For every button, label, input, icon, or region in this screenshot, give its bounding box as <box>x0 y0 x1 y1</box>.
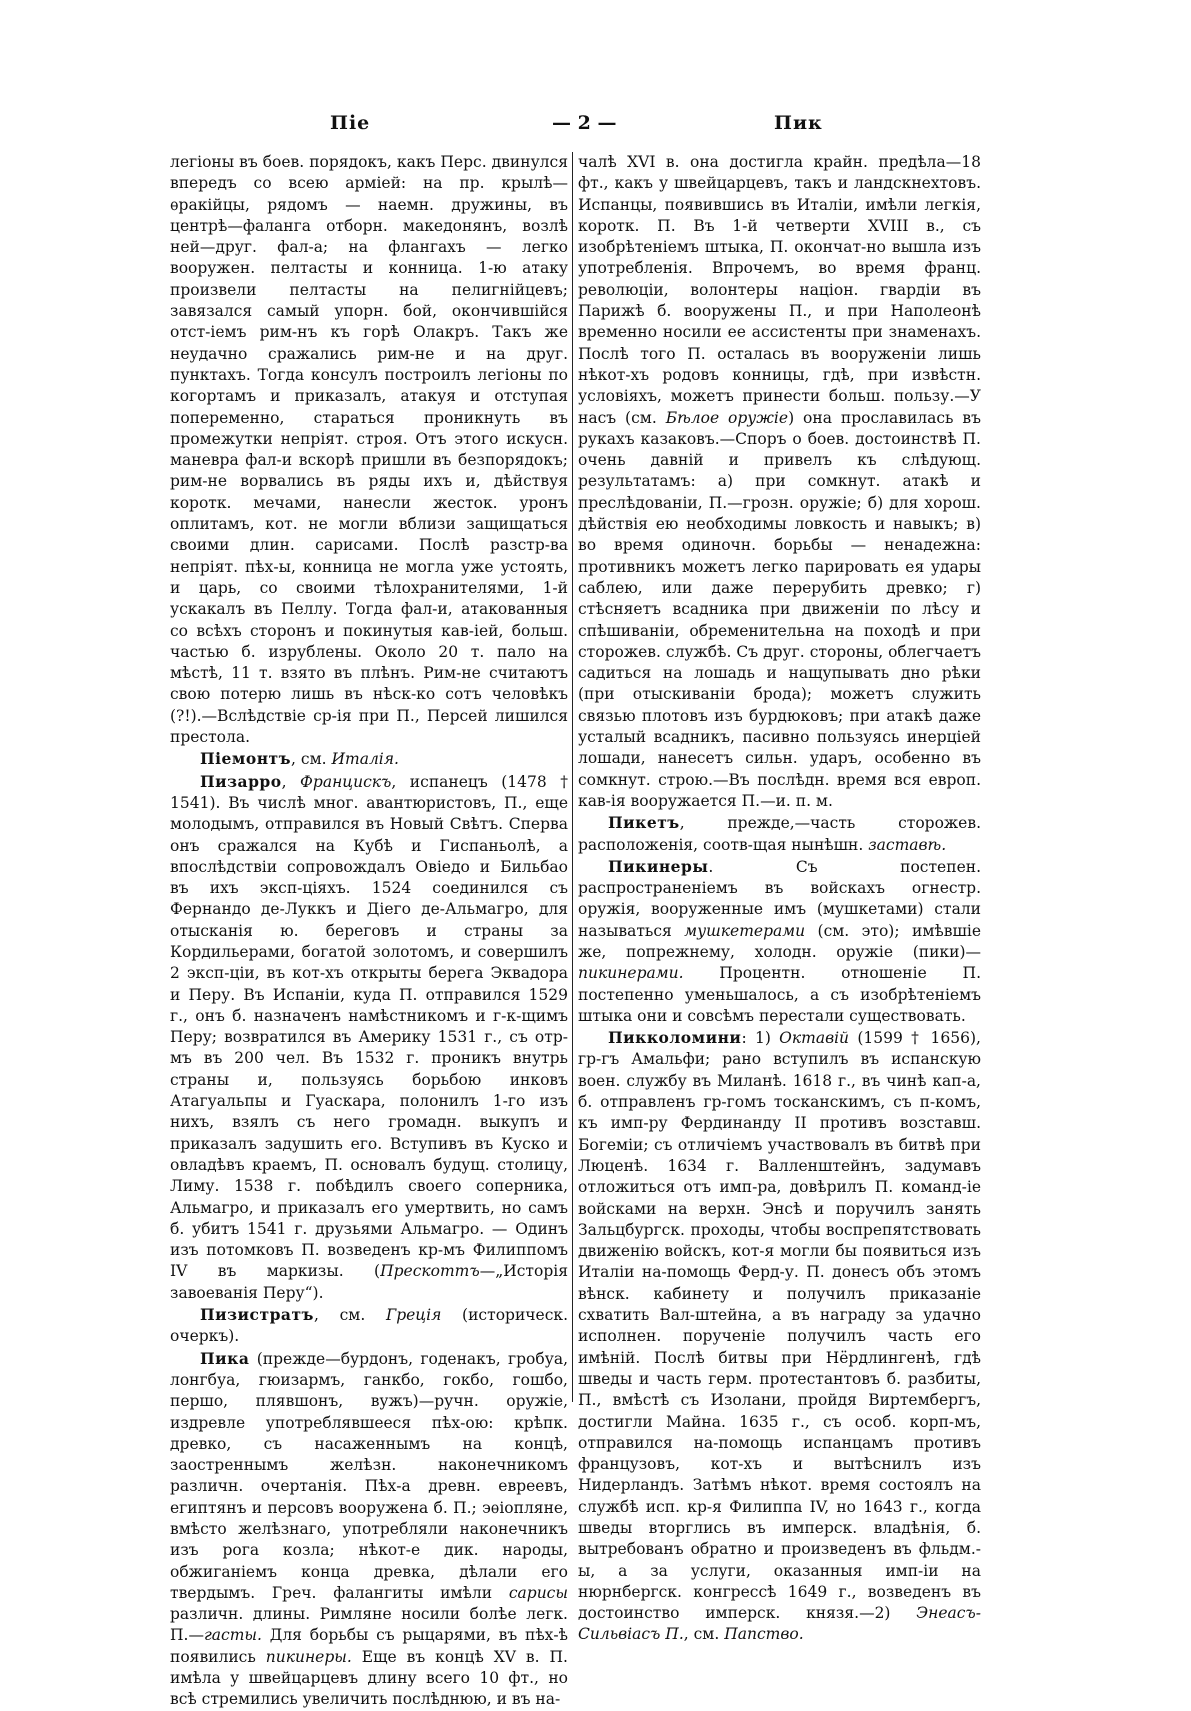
text: (историческ. очеркъ). <box>170 1306 568 1346</box>
text: различн. длины. Римляне носили болѣе легк. П.— <box>170 1605 568 1645</box>
text: ) она прославилась въ рукахъ казаковъ.—Споръ о боев. достоинствѣ П. очень давній и привелъ къ слѣдующ. результатамъ: а) при сомкнут. атакѣ и преслѣдованіи, П.—грозн. оружіе; б) для хорош. дѣйствія ею необходимы ловкость и навыкъ; в) во время одиночн. борьбы — ненадежна: противникъ можетъ легко парировать ея удары саблею, или даже перерубить древко; г) стѣсняетъ всадника при движеніи по лѣсу и спѣшиваніи, обременительна на походѣ и при сторожев. службѣ. Съ друг. стороны, облегчаетъ садиться на лошадь и нащупывать дно рѣки (при отыскиваніи брода); можетъ служить связью плотовъ изъ бурдюковъ; при атакѣ даже усталый всадникъ, пасивно пользуясь инерціей лошади, нанесетъ сильн. ударъ, особенно въ сомкнут. строю.—Въ послѣдн. время вся европ. кав-ія вооружается П.—и. п. м. <box>578 408 981 810</box>
text: Еще въ концѣ XV в. П. имѣла у швейцарцевъ длину всего 10 фт., но всѣ стремились увеличить послѣднюю, и въ на- <box>170 1647 568 1709</box>
cross-reference: Бѣлое оружіе <box>665 408 789 427</box>
cross-reference: Италія. <box>331 750 399 769</box>
header-right-catchword: Пик <box>774 112 823 134</box>
entry-piccolomini <box>578 1027 981 1646</box>
paragraph: легіоны въ боев. порядокъ, какъ Перс. двинулся впередъ со всею арміей: на пр. крылѣ—ѳракійцы, рядомъ — наемн. дружины, въ центрѣ—фаланга отборн. македонянъ, возлѣ ней—друг. фал-а; на флангахъ — легко вооружен. пелтасты и конница. 1-ю атаку произвели пелтасты на пелигнійцевъ; завязался самый упорн. бой, окончившійся отст-іемъ рим-нъ къ горѣ Олакръ. Такъ же неудачно сражались рим-не и на друг. пунктахъ. Тогда консулъ построилъ легіоны по когортамъ и приказалъ, атакуя и отступая попеременно, стараться проникнуть въ промежутки непріят. строя. Отъ этого искусн. маневра фал-и вскорѣ пришли въ безпорядокъ; рим-не ворвались въ ряды ихъ и, дѣйствуя коротк. мечами, нанесли жесток. уронъ оплитамъ, кот. не могли вблизи защищаться своими длин. сарисами. Послѣ разстр-ва непріят. пѣх-ы, конница не могла уже устоять, и царь, со своими тѣлохранителями, 1-й ускакалъ въ Пеллу. Тогда фал-и, атакованныя со всѣхъ сторонъ и покинутыя кав-іей, больш. частью б. изрублены. Около 20 т. пало на мѣстѣ, 11 т. взято въ плѣнъ. Рим-не считаютъ свою потерю лишь въ нѣск-ко сотъ человѣкъ (?!).—Вслѣдствіе ср-ія при П., Персей лишился престола. <box>170 153 568 747</box>
italic-text: мушкетерами <box>684 921 806 940</box>
headword: Пизистратъ <box>200 1305 314 1325</box>
page-header <box>330 112 830 142</box>
text: Для борьбы съ рыцарями, въ пѣх-ѣ появились <box>170 1626 568 1666</box>
text: (см. это); имѣвшіе же, попрежнему, холодн. оружіе (пики)— <box>578 921 981 961</box>
text: , <box>281 772 301 791</box>
text: , см. <box>683 1625 725 1644</box>
headword: Пизарро <box>200 771 282 791</box>
entry-piemont <box>170 748 568 770</box>
entry-pika <box>170 1348 568 1711</box>
italic-text: сарисы <box>508 1583 568 1602</box>
italic-text: Францискъ <box>300 772 392 791</box>
italic-text: пикинеры. <box>265 1647 352 1666</box>
text: чалѣ XVI в. она достигла крайн. предѣла—18 фт., какъ у швейцарцевъ, такъ и ландскнехтовъ. Испанцы, появившись въ Италіи, имѣли легкія, коротк. П. Въ 1-й четверти XVIII в., съ изобрѣтеніемъ штыка, П. окончат-но вышла изъ употребленія. Впрочемъ, во время франц. революціи, волонтеры націон. гвардіи въ Парижѣ б. вооружены П., и при Наполеонѣ временно носили ее ассистенты при знаменахъ. Послѣ того П. осталась въ вооруженіи лишь нѣкот-хъ родовъ конницы, гдѣ, при извѣстн. условіяхъ, можетъ принести больш. пользу.—У насъ (см. <box>578 153 981 427</box>
right-column <box>578 152 981 1646</box>
text: , прежде,—часть сторожев. расположенія, соотв-щая нынѣшн. <box>578 814 981 854</box>
text: . Съ постепен. распространеніемъ въ войскахъ огнестр. оружія, вооруженные имъ (мушкетами) стали называться <box>578 857 981 940</box>
paragraph <box>578 152 981 812</box>
italic-text: Энеасъ-Сильвіасъ П. <box>578 1604 981 1644</box>
cross-reference: Греція <box>385 1306 442 1325</box>
text: (прежде—бурдонъ, годенакъ, гробуа, лонгбуа, гюизармъ, ганкбо, гокбо, гошбо, першо, плявшонъ, вужъ)—ручн. оружіе, издревле употреблявшееся пѣх-ою: крѣпк. древко, съ насаженнымъ на концѣ, заостреннымъ желѣзн. наконечникомъ различн. очертанія. Пѣх-а древн. евреевъ, египтянъ и персовъ вооружена б. П.; эѳіопляне, вмѣсто желѣзнаго, употребляли наконечникъ изъ рога козла; нѣкот-е дик. народы, обжиганіемъ конца древка, дѣлали его твердымъ. Греч. фалангиты имѣли <box>170 1349 568 1602</box>
entry-pisistrat <box>170 1304 568 1348</box>
italic-text: гасты. <box>203 1626 262 1645</box>
text: , испанецъ (1478 † 1541). Въ числѣ мног. авантюристовъ, П., еще молодымъ, отправился въ Новый Свѣтъ. Сперва онъ сражался на Кубѣ и Гиспаньолѣ, а впослѣдствіи сопровождалъ Овіедо и Бильбао въ ихъ эксп-ціяхъ. 1524 соединился съ Фернандо де-Луккъ и Діего де-Альмагро, для отысканія ю. береговъ и страны за Кордильерами, богатой золотомъ, и совершилъ 2 эксп-ціи, въ кот-хъ открыты берега Эквадора и Перу. Въ Испаніи, куда П. отправился 1529 г., онъ б. назначенъ намѣстникомъ и г-к-щимъ Перу; возвратился въ Америку 1531 г., съ отр-мъ въ 200 чел. Въ 1532 г. проникъ внутрь страны и, пользуясь борьбою инковъ Атагуальпы и Гуаскара, полонилъ 1-го изъ нихъ, взялъ съ него громадн. выкупъ и приказалъ задушить его. Вступивъ въ Куско и овладѣвъ краемъ, П. основалъ будущ. столицу, Лиму. 1538 г. побѣдилъ своего соперника, Альмагро, и приказалъ его умертвить, но самъ б. убитъ 1541 г. друзьями Альмагро. — Одинъ изъ потомковъ П. возведенъ кр-мъ Филиппомъ IV въ маркизы. ( <box>170 772 568 1281</box>
text: , см. <box>291 750 332 769</box>
text: (1599 † 1656), гр-гъ Амальфи; рано вступилъ въ испанскую воен. службу въ Миланѣ. 1618 г., въ чинѣ кап-а, б. отправленъ гр-гомъ тосканскимъ, съ п-комъ, къ имп-ру Фердинанду II противъ возставш. Богеміи; съ отличіемъ участвовалъ въ битвѣ при Люценѣ. 1634 г. Валленштейнъ, задумавъ отложиться отъ имп-ра, довѣрилъ П. команд-іе войсками на верхн. Энсѣ и поручилъ занять Зальцбургск. проходы, чтобы воспрепятствовать движенію войскъ, кот-я могли бы появиться изъ Италіи на-помощь Ферд-у. П. донесъ объ этомъ вѣнск. кабинету и получилъ приказаніе схватить Вал-штейна, а въ награду за удачно исполнен. порученіе получилъ часть его имѣній. Послѣ битвы при Нёрдлингенѣ, гдѣ шведы и часть герм. протестантовъ б. разбиты, П., вмѣстѣ съ Изолани, пройдя Виртембергъ, достигли Майна. 1635 г., съ особ. корп-мъ, отправился на-помощь испанцамъ противъ французовъ, кот-хъ и вытѣснилъ изъ Нидерландъ. Затѣмъ нѣкот. время состоялъ на службѣ исп. кр-я Филиппа IV, но 1643 г., когда шведы вторглись въ имперск. владѣнія, б. вытребованъ обратно и произведенъ въ фльдм.-ы, а за услуги, оказанныя имп-іи на нюрнбергск. конгрессѣ 1649 г., возведенъ въ достоинство имперск. князя.—2) <box>578 1029 981 1623</box>
cross-reference: Папство. <box>724 1625 804 1644</box>
italic-text: Октавій <box>779 1029 850 1048</box>
text: , см. <box>313 1306 386 1325</box>
headword: Пикинеры <box>608 856 709 876</box>
text: Процентн. отношеніе П. постепенно уменьшалось, а съ изобрѣтеніемъ штыка они и совсѣмъ перестали существовать. <box>578 964 981 1025</box>
italic-text: Прескоттъ <box>380 1262 480 1281</box>
headword: Піемонтъ <box>200 749 292 769</box>
header-left-catchword: Пie <box>330 112 371 134</box>
headword: Пика <box>200 1348 250 1368</box>
headword: Пикетъ <box>608 813 680 833</box>
cross-reference: заставѣ. <box>868 835 947 854</box>
entry-pikinery <box>578 856 981 1027</box>
page-number: — 2 — <box>552 112 617 134</box>
entry-pizarro <box>170 771 568 1304</box>
headword: Пикколомини <box>608 1028 742 1048</box>
text: : 1) <box>741 1029 780 1048</box>
text: —„Исторія завоеванія Перу“). <box>170 1262 568 1302</box>
column-divider <box>572 152 573 1402</box>
entry-piket <box>578 812 981 856</box>
left-column <box>170 152 568 1711</box>
italic-text: пикинерами. <box>578 964 684 983</box>
